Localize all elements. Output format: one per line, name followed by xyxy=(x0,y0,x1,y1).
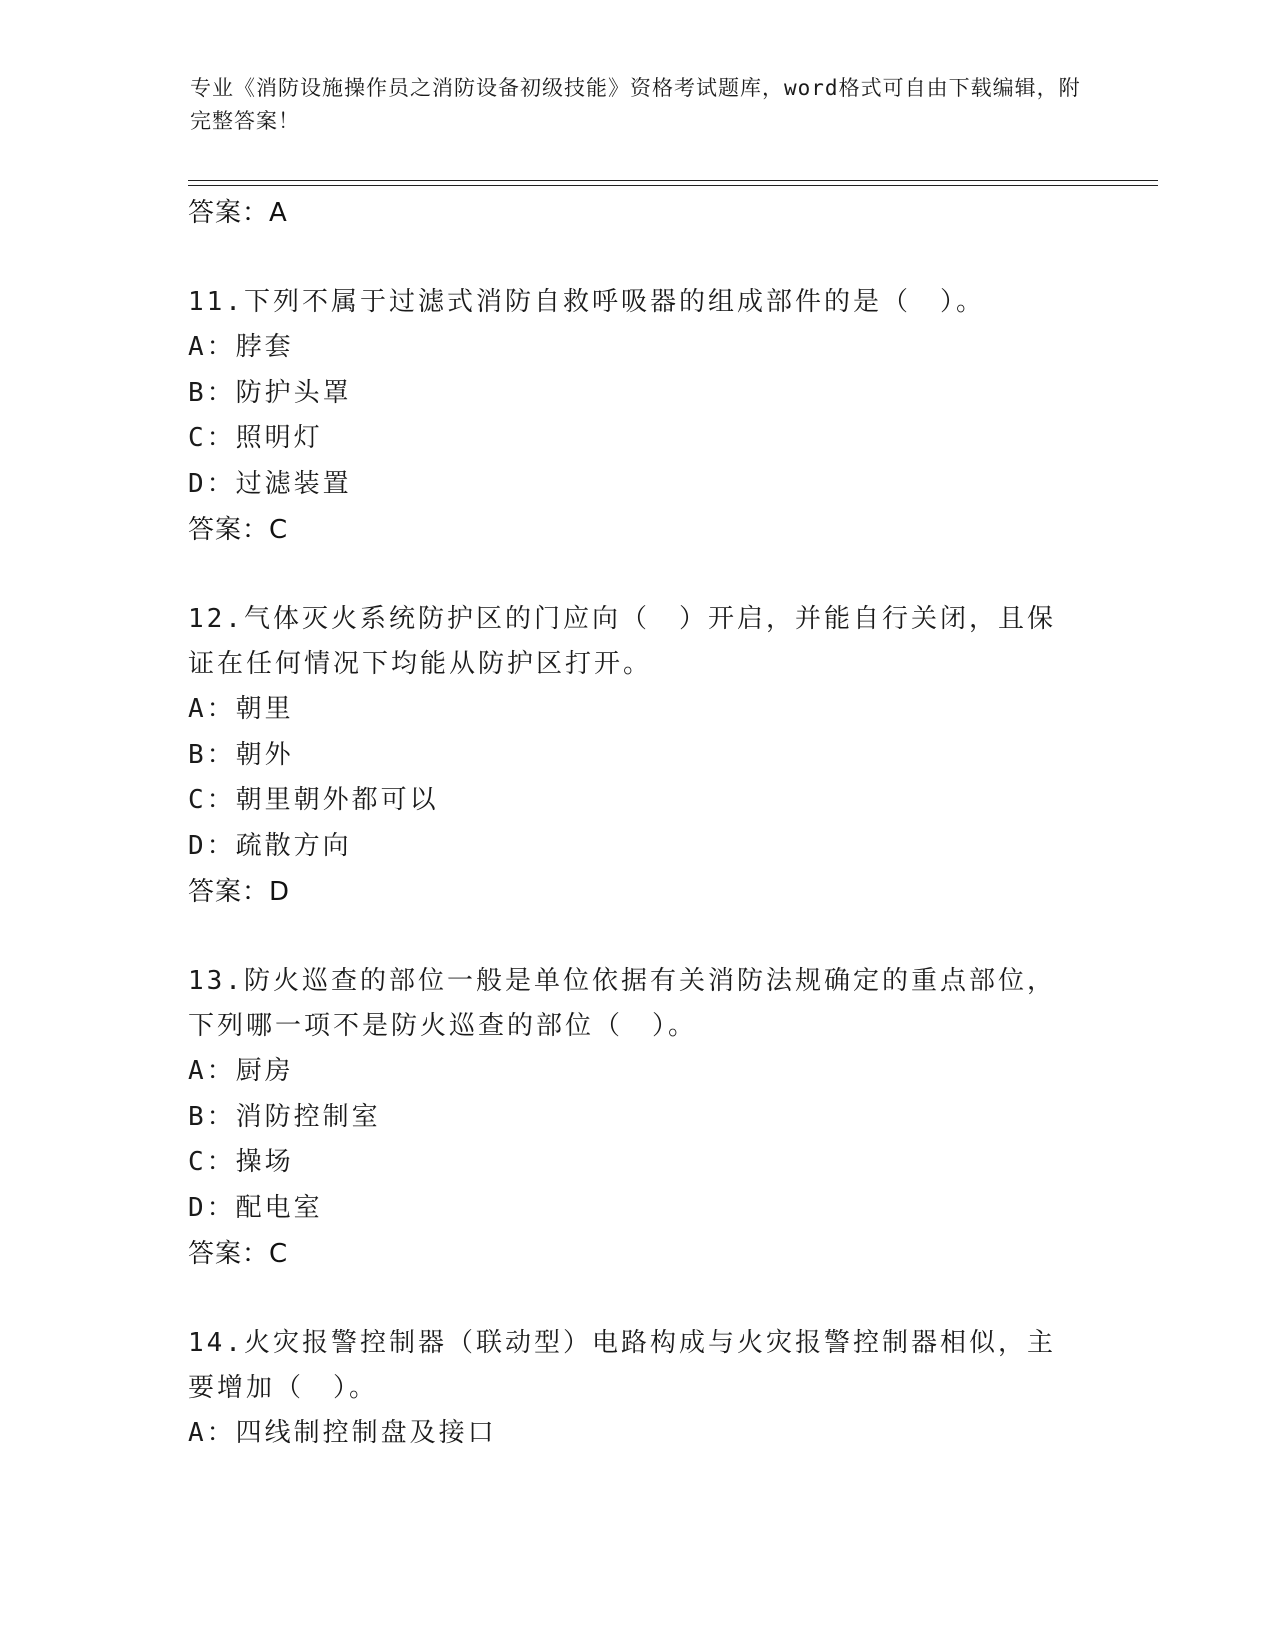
option-b: B：朝外 xyxy=(188,739,294,770)
header-divider-second-line xyxy=(188,185,1158,186)
option-c: C：操场 xyxy=(188,1147,294,1177)
question-stem: 12.气体灭火系统防护区的门应向（ ）开启，并能自行关闭，且保证在任何情况下均能从防护区打开。 xyxy=(188,604,1056,679)
header-divider xyxy=(188,180,1158,181)
answer: 答案：C xyxy=(188,1239,289,1269)
answer: 答案：D xyxy=(188,877,291,907)
option-a: A：厨房 xyxy=(188,1056,294,1086)
document-header: 专业《消防设施操作员之消防设备初级技能》资格考试题库，word格式可自由下载编辑，附完整答案！ xyxy=(190,76,1081,133)
option-a: A：脖套 xyxy=(188,332,294,362)
option-a: A：四线制控制盘及接口 xyxy=(188,1418,497,1448)
question-12 xyxy=(188,597,1088,915)
question-stem: 11.下列不属于过滤式消防自救呼吸器的组成部件的是（ ）。 xyxy=(188,287,985,317)
question-list xyxy=(188,190,1088,1457)
option-a: A：朝里 xyxy=(188,694,294,724)
option-d: D：过滤装置 xyxy=(188,468,352,499)
option-c: C：照明灯 xyxy=(188,423,323,453)
question-stem: 14.火灾报警控制器（联动型）电路构成与火灾报警控制器相似，主要增加（ ）。 xyxy=(188,1328,1056,1403)
previous-answer: 答案：A xyxy=(188,198,288,228)
question-13 xyxy=(188,959,1088,1277)
option-d: D：配电室 xyxy=(188,1192,323,1223)
option-b: B：消防控制室 xyxy=(188,1101,381,1132)
question-stem: 13.防火巡查的部位一般是单位依据有关消防法规确定的重点部位，下列哪一项不是防火巡查的部位（ ）。 xyxy=(188,966,1056,1041)
option-d: D：疏散方向 xyxy=(188,830,352,861)
question-14 xyxy=(188,1321,1088,1457)
answer: 答案：C xyxy=(188,515,289,545)
question-11 xyxy=(188,280,1088,553)
option-c: C：朝里朝外都可以 xyxy=(188,785,439,815)
option-b: B：防护头罩 xyxy=(188,377,352,408)
